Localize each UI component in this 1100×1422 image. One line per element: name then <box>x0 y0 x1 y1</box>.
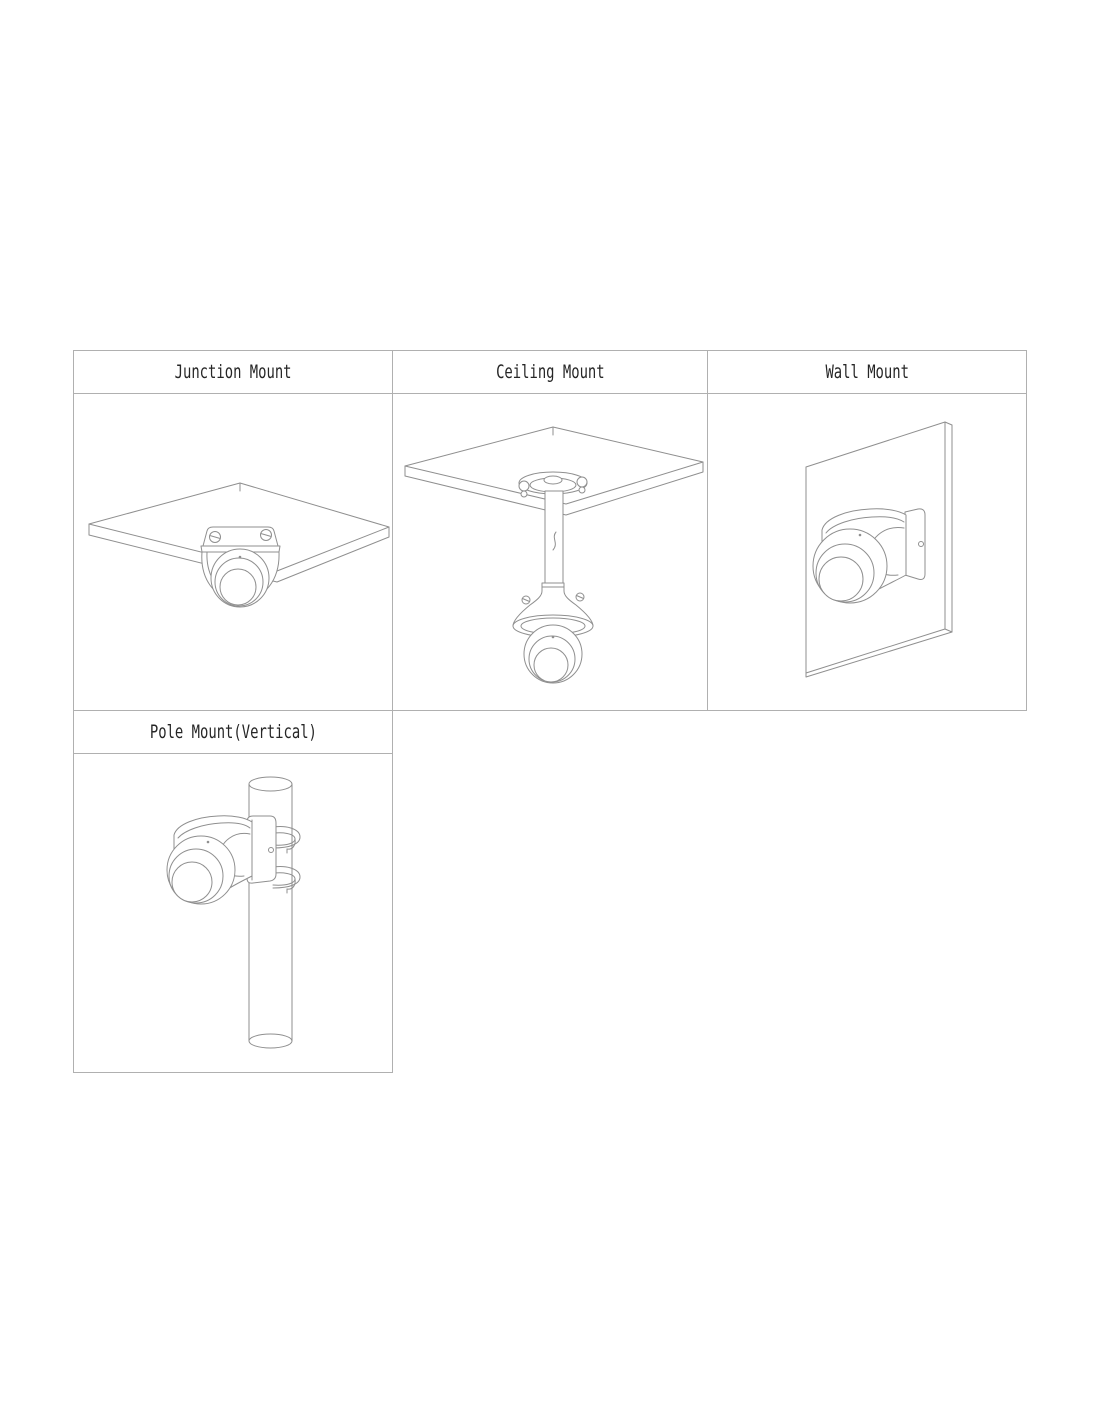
pole-mount-label: Pole Mount(Vertical) <box>149 721 317 743</box>
wall-mount-illustration <box>708 394 1026 709</box>
cell-pole-mount <box>73 710 393 1073</box>
cell-wall-mount <box>707 350 1027 711</box>
wall-mount-header <box>708 351 1026 394</box>
pendant-pole-icon <box>545 491 563 583</box>
junction-mount-header <box>74 351 392 394</box>
ceiling-mount-illustration <box>393 394 707 709</box>
cell-junction-mount <box>73 350 393 711</box>
junction-mount-illustration <box>74 394 392 709</box>
pole-mount-illustration <box>74 754 392 1071</box>
wall-mount-label: Wall Mount <box>825 361 909 383</box>
turret-camera-icon <box>201 527 280 607</box>
turret-camera-icon <box>167 816 252 904</box>
pole-mount-header <box>74 711 392 754</box>
turret-camera-icon <box>813 509 925 603</box>
ceiling-mount-label: Ceiling Mount <box>495 361 605 383</box>
ceiling-mount-header <box>393 351 707 394</box>
junction-mount-label: Junction Mount <box>174 361 292 383</box>
mount-options-table <box>73 350 1026 1072</box>
cell-ceiling-mount <box>392 350 708 711</box>
turret-camera-icon <box>524 625 582 683</box>
